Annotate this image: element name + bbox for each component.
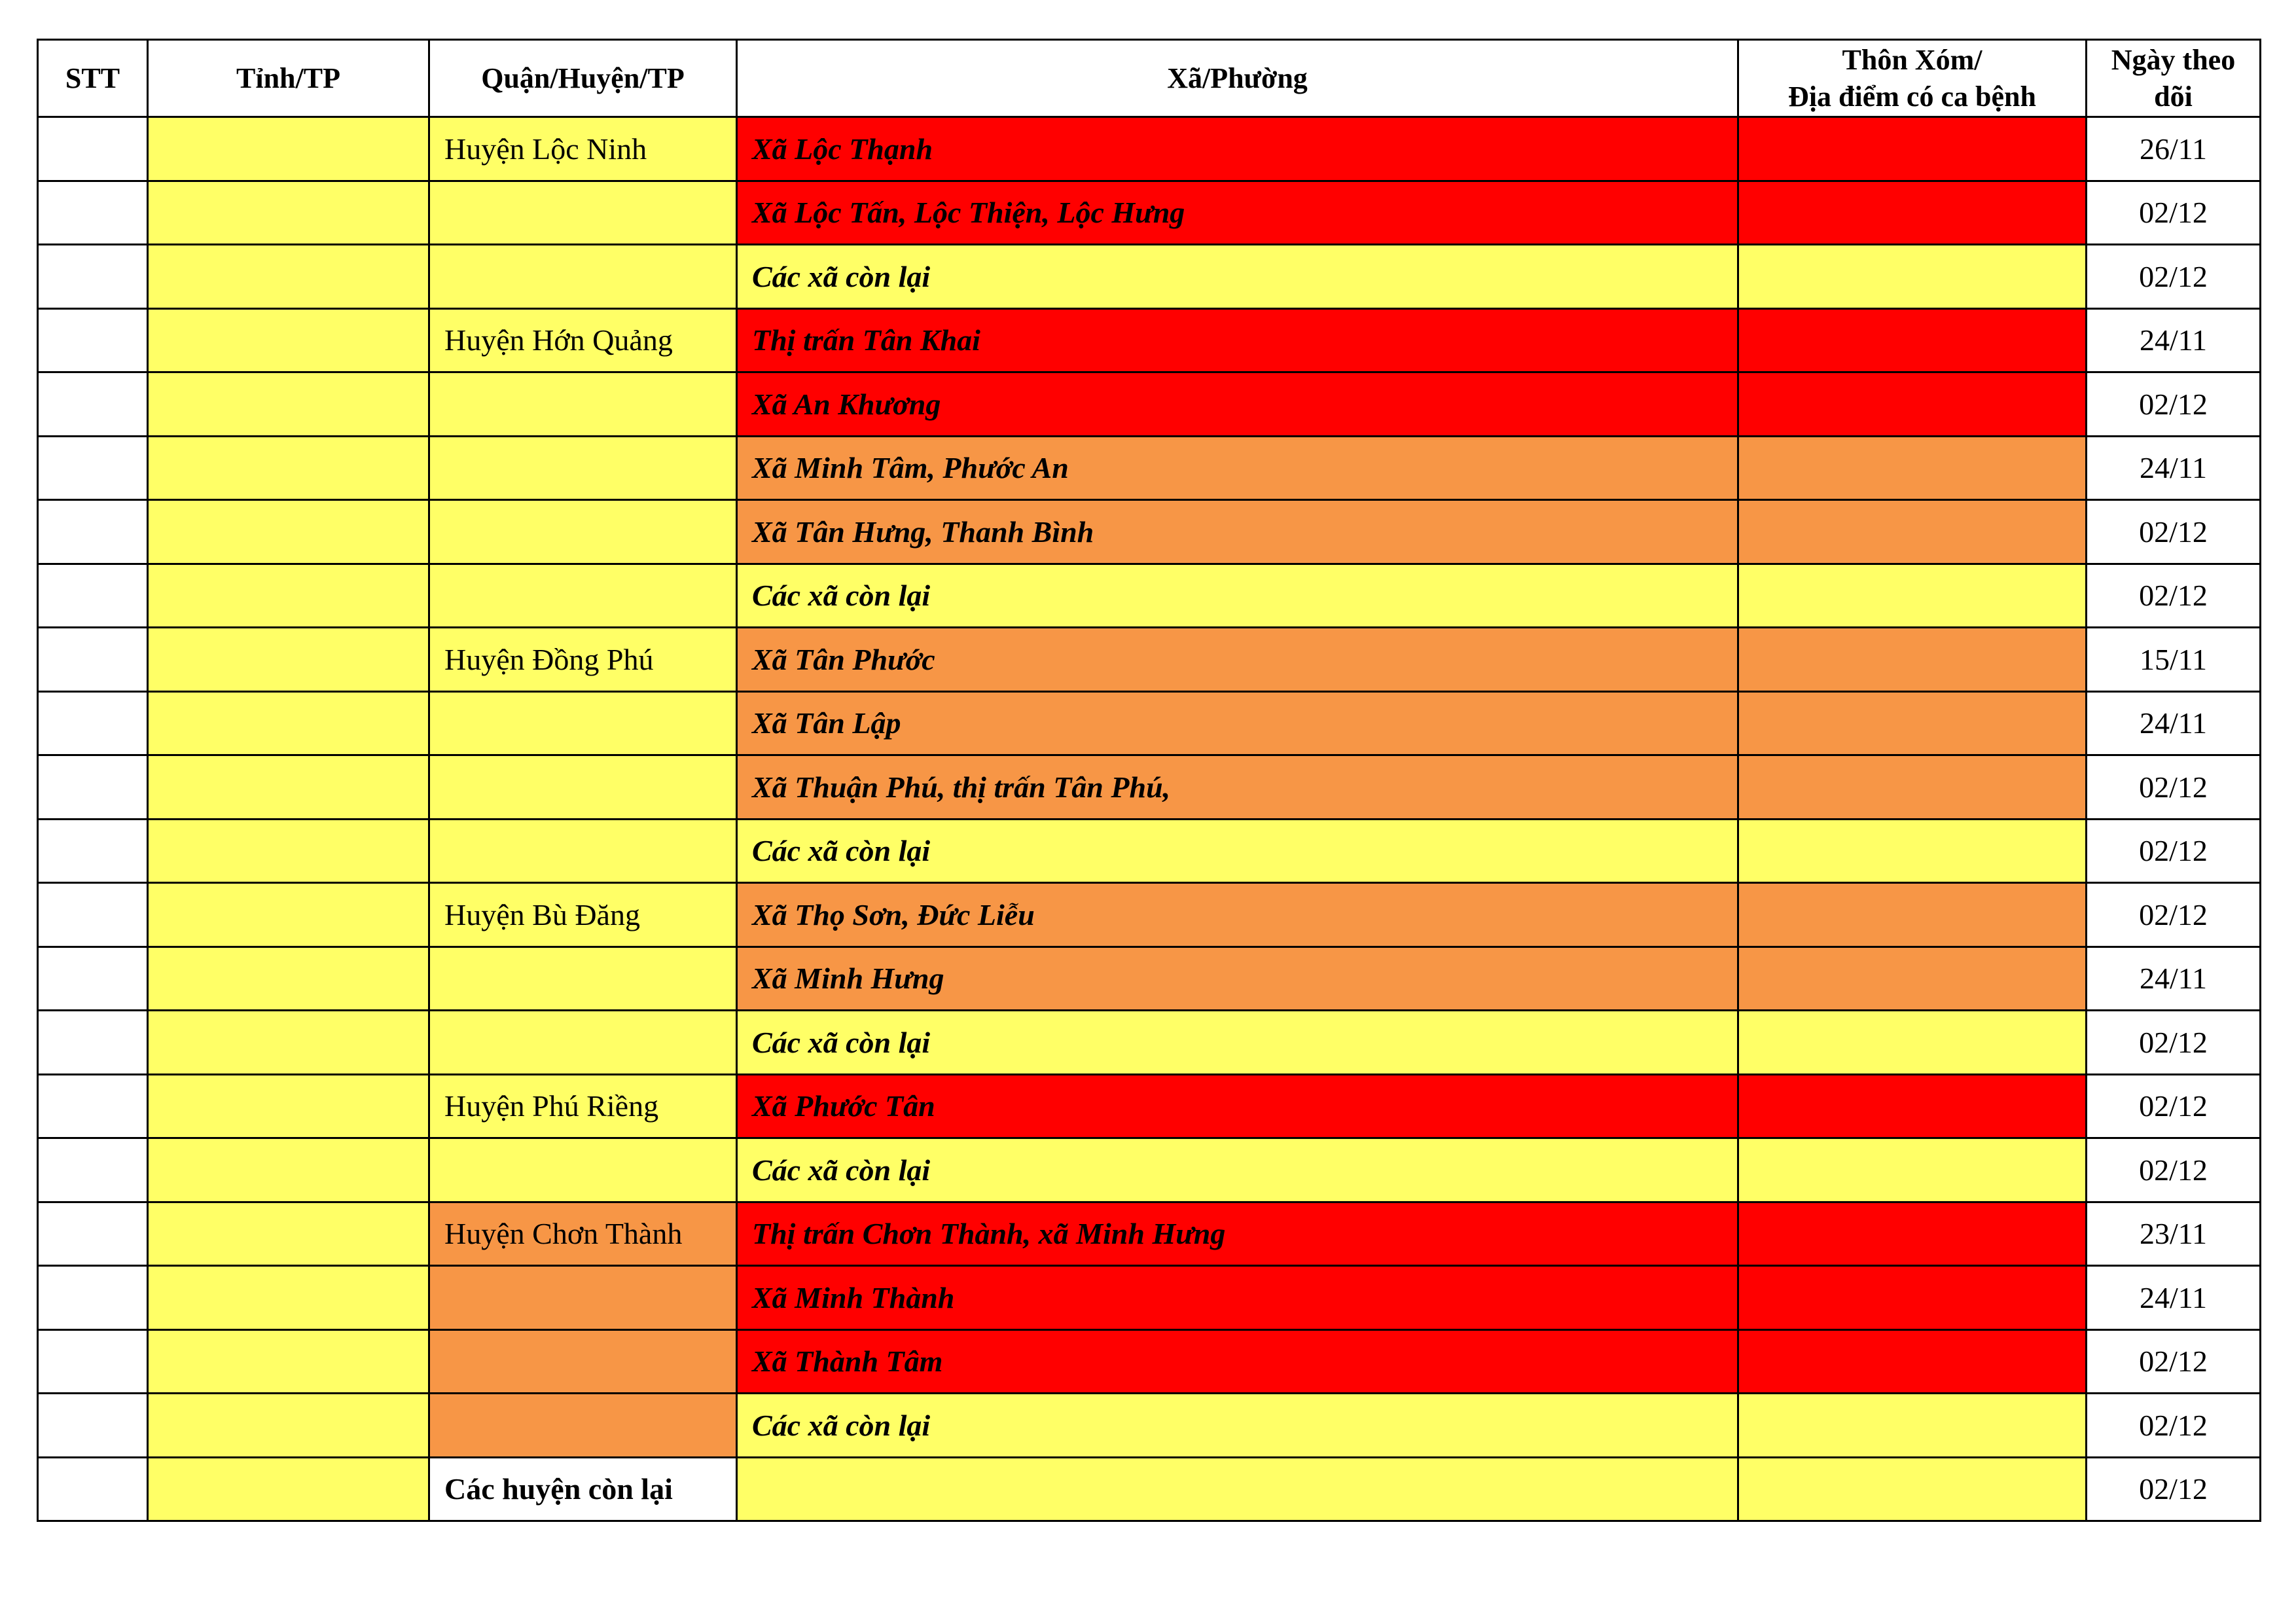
- province-cell: [148, 947, 429, 1011]
- village-cell: [1738, 308, 2087, 372]
- header-date: [2087, 40, 2261, 117]
- village-cell: [1738, 1394, 2087, 1458]
- date-cell: 02/12: [2087, 1074, 2261, 1138]
- table-row: [38, 691, 2261, 755]
- stt-cell: [38, 1394, 148, 1458]
- commune-cell: Xã Thọ Sơn, Đức Liễu: [737, 883, 1738, 947]
- date-cell: 02/12: [2087, 1138, 2261, 1202]
- village-cell: [1738, 1202, 2087, 1266]
- stt-cell: [38, 1202, 148, 1266]
- date-cell: 02/12: [2087, 1457, 2261, 1521]
- district-cell: [429, 1011, 737, 1075]
- district-cell: [429, 436, 737, 500]
- province-cell: [148, 308, 429, 372]
- commune-cell: Xã Tân Hưng, Thanh Bình: [737, 500, 1738, 564]
- village-cell: [1738, 372, 2087, 437]
- header-date-line2: dõi: [2154, 80, 2193, 113]
- header-village-line1: Thôn Xóm/: [1842, 43, 1982, 76]
- date-cell: 24/11: [2087, 947, 2261, 1011]
- stt-cell: [38, 1457, 148, 1521]
- province-cell: [148, 819, 429, 883]
- province-cell: [148, 500, 429, 564]
- village-cell: [1738, 819, 2087, 883]
- village-cell: [1738, 628, 2087, 692]
- commune-cell: Xã Tân Lập: [737, 691, 1738, 755]
- table-row: [38, 1138, 2261, 1202]
- province-cell: [148, 1074, 429, 1138]
- table-header-row: [38, 40, 2261, 117]
- district-cell: [429, 755, 737, 820]
- date-cell: 24/11: [2087, 691, 2261, 755]
- stt-cell: [38, 1074, 148, 1138]
- stt-cell: [38, 947, 148, 1011]
- header-village: [1738, 40, 2087, 117]
- province-cell: [148, 883, 429, 947]
- commune-cell: Các xã còn lại: [737, 1011, 1738, 1075]
- table-row: [38, 181, 2261, 245]
- stt-cell: [38, 372, 148, 437]
- district-cell: [429, 819, 737, 883]
- table-row: [38, 755, 2261, 820]
- commune-cell: Thị trấn Tân Khai: [737, 308, 1738, 372]
- commune-cell: Xã Minh Thành: [737, 1266, 1738, 1330]
- province-cell: [148, 436, 429, 500]
- table-row: [38, 1394, 2261, 1458]
- date-cell: 24/11: [2087, 1266, 2261, 1330]
- date-cell: 02/12: [2087, 1394, 2261, 1458]
- stt-cell: [38, 819, 148, 883]
- table-row: [38, 883, 2261, 947]
- village-cell: [1738, 245, 2087, 309]
- header-date-line1: Ngày theo: [2111, 43, 2236, 76]
- district-cell: Các huyện còn lại: [429, 1457, 737, 1521]
- table-row: [38, 500, 2261, 564]
- district-cell: [429, 181, 737, 245]
- province-cell: [148, 755, 429, 820]
- province-cell: [148, 1266, 429, 1330]
- district-cell: [429, 245, 737, 309]
- stt-cell: [38, 181, 148, 245]
- district-cell: [429, 1394, 737, 1458]
- table-row: [38, 372, 2261, 437]
- province-cell: [148, 1394, 429, 1458]
- stt-cell: [38, 1329, 148, 1394]
- stt-cell: [38, 1266, 148, 1330]
- commune-cell: Xã Lộc Tấn, Lộc Thiện, Lộc Hưng: [737, 181, 1738, 245]
- province-cell: [148, 372, 429, 437]
- header-district: Quận/Huyện/TP: [429, 40, 737, 117]
- date-cell: 02/12: [2087, 1329, 2261, 1394]
- village-cell: [1738, 691, 2087, 755]
- village-cell: [1738, 564, 2087, 628]
- commune-cell: Xã Phước Tân: [737, 1074, 1738, 1138]
- district-cell: [429, 500, 737, 564]
- district-cell: Huyện Chơn Thành: [429, 1202, 737, 1266]
- province-cell: [148, 691, 429, 755]
- table-row: [38, 1011, 2261, 1075]
- district-cell: Huyện Lộc Ninh: [429, 117, 737, 181]
- date-cell: 02/12: [2087, 500, 2261, 564]
- stt-cell: [38, 117, 148, 181]
- stt-cell: [38, 883, 148, 947]
- table-row: [38, 1202, 2261, 1266]
- district-cell: [429, 372, 737, 437]
- table-row: [38, 308, 2261, 372]
- commune-cell: Xã Minh Tâm, Phước An: [737, 436, 1738, 500]
- province-cell: [148, 628, 429, 692]
- village-cell: [1738, 1266, 2087, 1330]
- village-cell: [1738, 117, 2087, 181]
- province-cell: [148, 181, 429, 245]
- district-cell: [429, 1138, 737, 1202]
- village-cell: [1738, 1138, 2087, 1202]
- commune-cell: Các xã còn lại: [737, 819, 1738, 883]
- table-row: [38, 1074, 2261, 1138]
- table-row: [38, 819, 2261, 883]
- stt-cell: [38, 691, 148, 755]
- header-village-line2: Địa điểm có ca bệnh: [1788, 80, 2036, 113]
- date-cell: 02/12: [2087, 245, 2261, 309]
- epidemic-level-table: [37, 39, 2261, 1522]
- village-cell: [1738, 500, 2087, 564]
- header-stt: STT: [38, 40, 148, 117]
- table-row: [38, 947, 2261, 1011]
- table-body: [38, 117, 2261, 1521]
- village-cell: [1738, 181, 2087, 245]
- date-cell: 02/12: [2087, 564, 2261, 628]
- commune-cell: Các xã còn lại: [737, 1394, 1738, 1458]
- village-cell: [1738, 1457, 2087, 1521]
- date-cell: 02/12: [2087, 181, 2261, 245]
- header-commune: Xã/Phường: [737, 40, 1738, 117]
- stt-cell: [38, 1011, 148, 1075]
- date-cell: 02/12: [2087, 755, 2261, 820]
- document-page: [37, 39, 2261, 1522]
- table-row: [38, 628, 2261, 692]
- commune-cell: Các xã còn lại: [737, 245, 1738, 309]
- province-cell: [148, 1138, 429, 1202]
- village-cell: [1738, 436, 2087, 500]
- village-cell: [1738, 883, 2087, 947]
- commune-cell: Xã Tân Phước: [737, 628, 1738, 692]
- village-cell: [1738, 1074, 2087, 1138]
- date-cell: 23/11: [2087, 1202, 2261, 1266]
- district-cell: [429, 947, 737, 1011]
- stt-cell: [38, 755, 148, 820]
- district-cell: [429, 1329, 737, 1394]
- table-row: [38, 1457, 2261, 1521]
- commune-cell: Thị trấn Chơn Thành, xã Minh Hưng: [737, 1202, 1738, 1266]
- village-cell: [1738, 1329, 2087, 1394]
- village-cell: [1738, 1011, 2087, 1075]
- header-province: Tỉnh/TP: [148, 40, 429, 117]
- table-row: [38, 1329, 2261, 1394]
- province-cell: [148, 117, 429, 181]
- commune-cell: Xã Minh Hưng: [737, 947, 1738, 1011]
- stt-cell: [38, 308, 148, 372]
- commune-cell: Xã Lộc Thạnh: [737, 117, 1738, 181]
- district-cell: [429, 564, 737, 628]
- commune-cell: Xã Thành Tâm: [737, 1329, 1738, 1394]
- stt-cell: [38, 500, 148, 564]
- date-cell: 24/11: [2087, 308, 2261, 372]
- date-cell: 02/12: [2087, 1011, 2261, 1075]
- stt-cell: [38, 436, 148, 500]
- district-cell: Huyện Hớn Quảng: [429, 308, 737, 372]
- village-cell: [1738, 947, 2087, 1011]
- date-cell: 15/11: [2087, 628, 2261, 692]
- date-cell: 02/12: [2087, 883, 2261, 947]
- district-cell: Huyện Đồng Phú: [429, 628, 737, 692]
- province-cell: [148, 564, 429, 628]
- table-row: [38, 436, 2261, 500]
- table-row: [38, 564, 2261, 628]
- table-row: [38, 245, 2261, 309]
- province-cell: [148, 1329, 429, 1394]
- district-cell: Huyện Bù Đăng: [429, 883, 737, 947]
- date-cell: 26/11: [2087, 117, 2261, 181]
- district-cell: [429, 1266, 737, 1330]
- date-cell: 24/11: [2087, 436, 2261, 500]
- stt-cell: [38, 1138, 148, 1202]
- commune-cell: Các xã còn lại: [737, 1138, 1738, 1202]
- village-cell: [1738, 755, 2087, 820]
- commune-cell: Xã An Khương: [737, 372, 1738, 437]
- province-cell: [148, 1457, 429, 1521]
- province-cell: [148, 1011, 429, 1075]
- district-cell: [429, 691, 737, 755]
- stt-cell: [38, 564, 148, 628]
- date-cell: 02/12: [2087, 819, 2261, 883]
- date-cell: 02/12: [2087, 372, 2261, 437]
- province-cell: [148, 245, 429, 309]
- province-cell: [148, 1202, 429, 1266]
- table-row: [38, 1266, 2261, 1330]
- commune-cell: Xã Thuận Phú, thị trấn Tân Phú,: [737, 755, 1738, 820]
- commune-cell: [737, 1457, 1738, 1521]
- commune-cell: Các xã còn lại: [737, 564, 1738, 628]
- table-row: [38, 117, 2261, 181]
- stt-cell: [38, 245, 148, 309]
- district-cell: Huyện Phú Riềng: [429, 1074, 737, 1138]
- stt-cell: [38, 628, 148, 692]
